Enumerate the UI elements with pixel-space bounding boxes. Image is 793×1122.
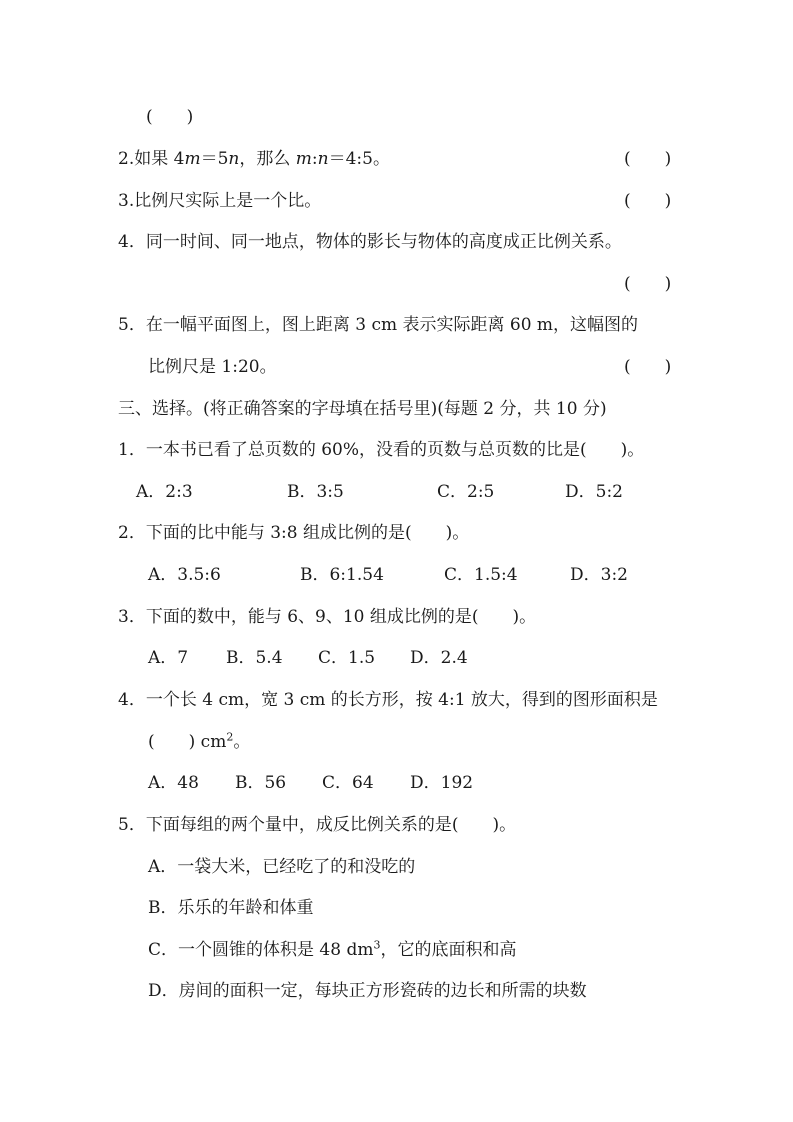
tf-question-5-line-1: 5．在一幅平面图上，图上距离 3 cm 表示实际距离 60 m，这幅图的 — [118, 315, 639, 335]
option-d[interactable]: D．2.4 — [410, 648, 468, 668]
option-a[interactable]: A．一袋大米，已经吃了的和没吃的 — [148, 857, 416, 877]
option-text: C．一个圆锥的体积是 48 dm — [148, 940, 374, 960]
option-c[interactable]: C．64 — [322, 773, 374, 793]
option-c[interactable] — [148, 939, 516, 961]
section-heading: 三、选择。(将正确答案的字母填在括号里)(每题 2 分，共 10 分) — [118, 399, 607, 419]
question-text: : — [311, 149, 318, 169]
question-number: 2. — [118, 149, 135, 169]
variable: n — [228, 149, 240, 169]
tf-question-5-line-2: 比例尺是 1:20。 — [148, 357, 277, 377]
variable: m — [295, 149, 312, 169]
answer-bracket[interactable]: ( ) — [624, 274, 672, 294]
option-c[interactable]: C．2:5 — [437, 482, 495, 502]
mc-question-3: 3．下面的数中，能与 6、9、10 组成比例的是( )。 — [118, 607, 537, 627]
mc-question-4-line-2 — [148, 731, 250, 753]
question-text: ＝5 — [200, 149, 229, 169]
option-b[interactable]: B．6:1.54 — [300, 565, 384, 585]
mc-question-5: 5．下面每组的两个量中，成反比例关系的是( )。 — [118, 815, 517, 835]
option-d[interactable]: D．3:2 — [570, 565, 628, 585]
answer-bracket[interactable]: ( ) — [624, 191, 672, 211]
variable: m — [184, 149, 201, 169]
question-text: 。 — [233, 732, 251, 752]
tf-question-3: 3.比例尺实际上是一个比。 — [118, 191, 322, 211]
tf-question-2 — [118, 148, 390, 170]
mc-question-1: 1．一本书已看了总页数的 60%，没看的页数与总页数的比是( )。 — [118, 440, 645, 460]
option-b[interactable]: B．56 — [235, 773, 287, 793]
superscript: 2 — [226, 730, 234, 744]
option-a[interactable]: A．3.5:6 — [148, 565, 221, 585]
option-d[interactable]: D．5:2 — [565, 482, 623, 502]
answer-bracket[interactable]: ( ) — [624, 357, 672, 377]
option-b[interactable]: B．5.4 — [226, 648, 283, 668]
question-text: 如果 4 — [134, 149, 185, 169]
superscript: 3 — [373, 938, 381, 952]
option-a[interactable]: A．48 — [148, 773, 199, 793]
option-c[interactable]: C．1.5 — [318, 648, 376, 668]
option-b[interactable]: B．乐乐的年龄和体重 — [148, 898, 314, 918]
option-b[interactable]: B．3:5 — [287, 482, 344, 502]
mc-question-4-line-1: 4．一个长 4 cm，宽 3 cm 的长方形，按 4:1 放大，得到的图形面积是 — [118, 690, 658, 710]
question-text: ＝4:5。 — [328, 149, 390, 169]
option-c[interactable]: C．1.5:4 — [444, 565, 518, 585]
answer-bracket[interactable]: ( ) — [146, 107, 194, 127]
question-text: ，那么 — [239, 149, 296, 169]
option-a[interactable]: A．7 — [148, 648, 189, 668]
variable: n — [317, 149, 329, 169]
tf-question-4: 4．同一时间、同一地点，物体的影长与物体的高度成正比例关系。 — [118, 232, 622, 252]
option-a[interactable]: A．2:3 — [136, 482, 193, 502]
question-text: ( ) cm — [148, 732, 227, 752]
mc-question-2: 2．下面的比中能与 3:8 组成比例的是( )。 — [118, 523, 470, 543]
option-d[interactable]: D．192 — [410, 773, 474, 793]
answer-bracket[interactable]: ( ) — [624, 149, 672, 169]
option-text: ，它的底面积和高 — [380, 940, 517, 960]
option-d[interactable]: D．房间的面积一定，每块正方形瓷砖的边长和所需的块数 — [148, 981, 587, 1001]
